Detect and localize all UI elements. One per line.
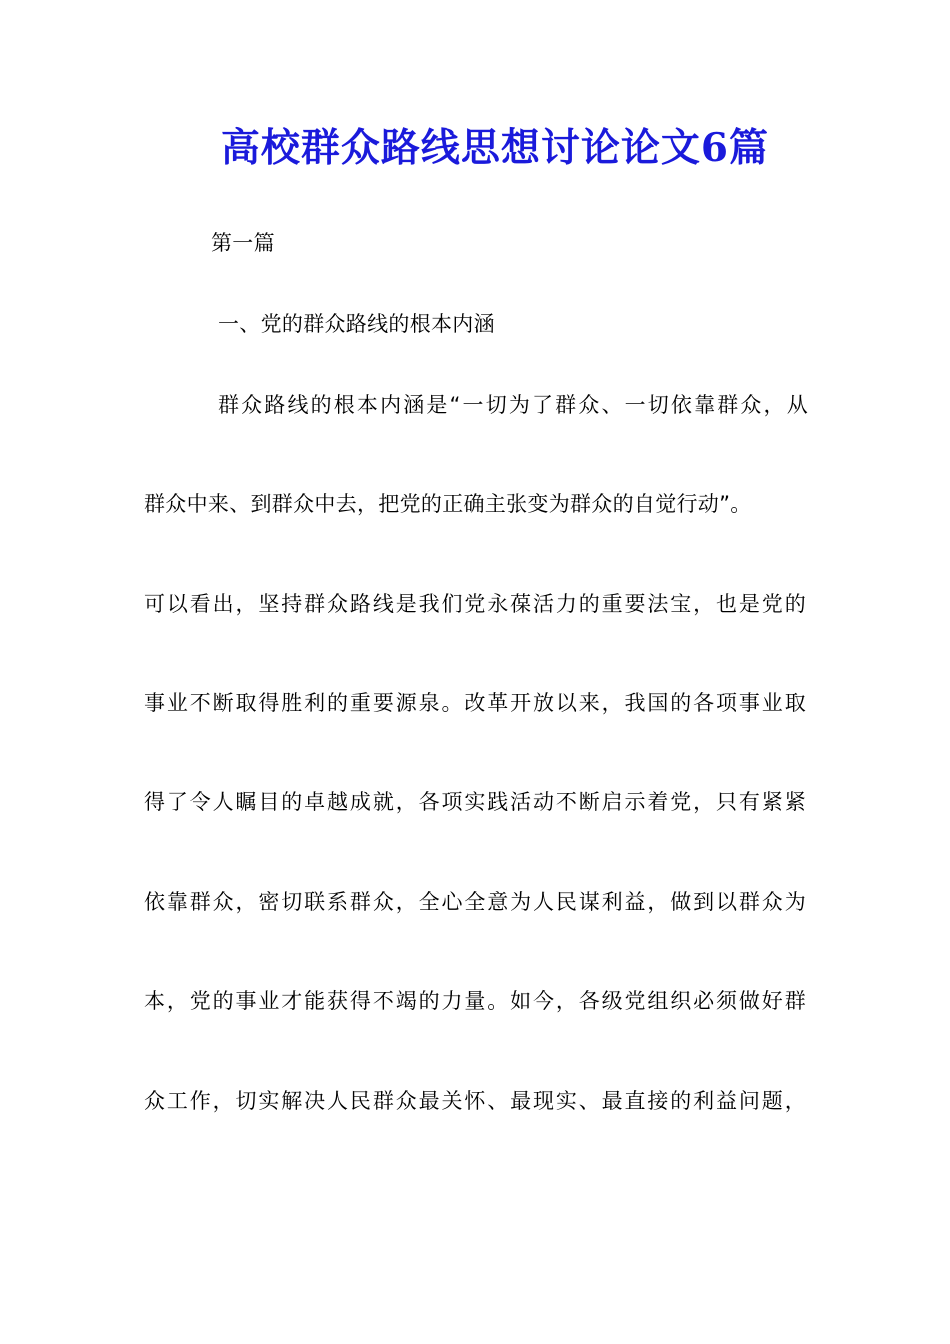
paragraph-line: 得了令人瞩目的卓越成就，各项实践活动不断启示着党，只有紧紧	[144, 790, 806, 814]
section-heading: 一、党的群众路线的根本内涵	[218, 312, 495, 336]
paragraph-line: 依靠群众，密切联系群众，全心全意为人民谋利益，做到以群众为	[144, 890, 806, 914]
document-title: 高校群众路线思想讨论论文6篇	[220, 125, 770, 171]
paragraph-line: 本，党的事业才能获得不竭的力量。如今，各级党组织必须做好群	[144, 989, 806, 1013]
paragraph-line: 群众路线的根本内涵是“一切为了群众、一切依靠群众，从	[218, 393, 808, 417]
paragraph-line: 群众中来、到群众中去，把党的正确主张变为群众的自觉行动”。	[144, 492, 752, 516]
paragraph-line: 众工作，切实解决人民群众最关怀、最现实、最直接的利益问题，	[144, 1089, 806, 1113]
paragraph-line: 事业不断取得胜利的重要源泉。改革开放以来，我国的各项事业取	[144, 691, 806, 715]
paragraph-line: 可以看出，坚持群众路线是我们党永葆活力的重要法宝，也是党的	[144, 592, 806, 616]
chapter-label: 第一篇	[211, 231, 275, 255]
